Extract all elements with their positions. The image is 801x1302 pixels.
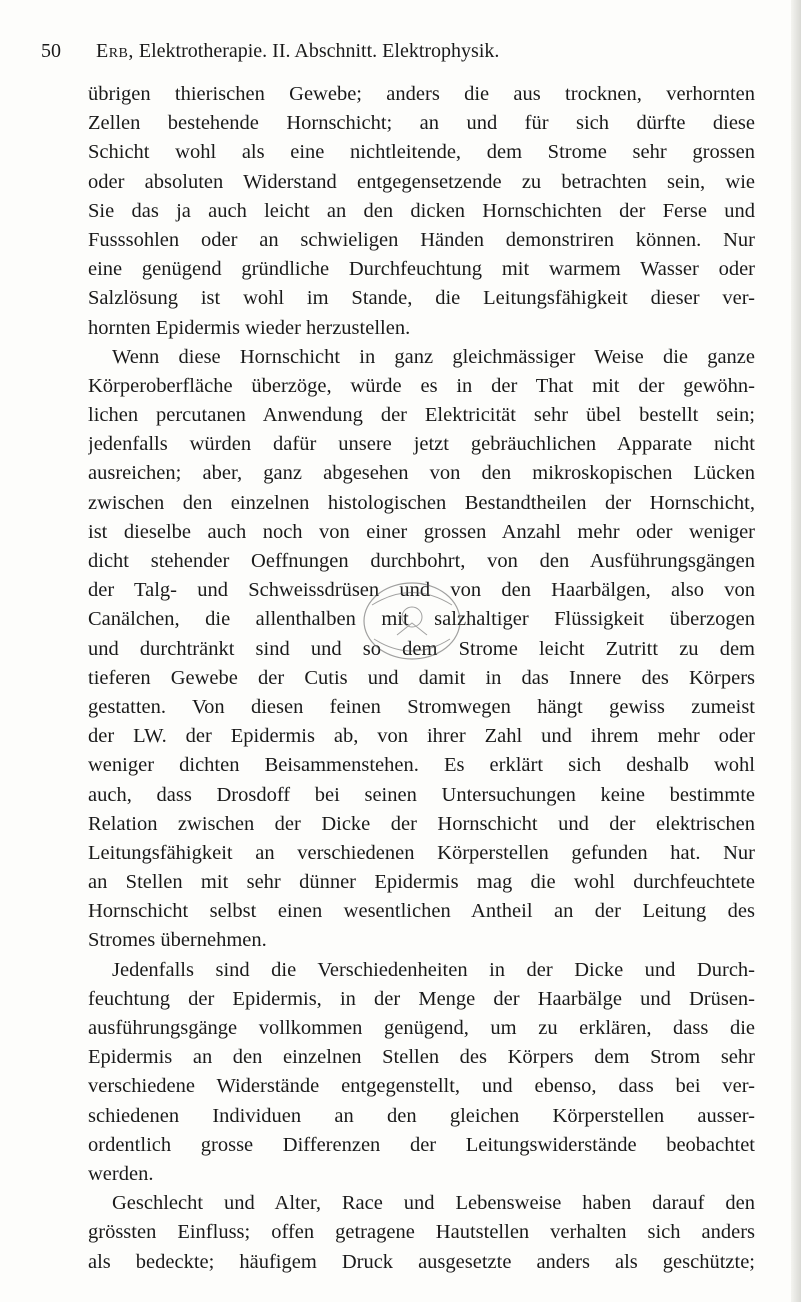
text-line: als bedeckte; häufigem Druck ausgesetzte anders als geschützte; (88, 1250, 755, 1273)
body-text (88, 80, 755, 1277)
text-line: Geschlecht und Alter, Race und Lebensweise haben darauf den (112, 1192, 755, 1215)
text-line: zwischen den einzelnen histologischen Bestandtheilen der Hornschicht, (88, 491, 755, 514)
text-line: verschiedene Widerstände entgegenstellt, und ebenso, dass bei ver- (88, 1075, 755, 1098)
text-line: jedenfalls würden dafür unsere jetzt gebräuchlichen Apparate nicht (88, 433, 755, 456)
text-line: Wenn diese Hornschicht in ganz gleichmässiger Weise die ganze (112, 345, 755, 368)
text-line: Relation zwischen der Dicke der Hornschicht und der elektrischen (88, 812, 755, 835)
text-line: Stromes übernehmen. (88, 929, 267, 952)
text-line: der Talg- und Schweissdrüsen und von den Haarbälgen, also von (88, 579, 755, 602)
text-line: lichen percutanen Anwendung der Elektricität sehr übel bestellt sein; (88, 404, 755, 427)
page-number: 50 (41, 40, 61, 62)
text-line: feuchtung der Epidermis, in der Menge der Haarbälge und Drüsen- (88, 987, 755, 1010)
text-line: Sie das ja auch leicht an den dicken Hornschichten der Ferse und (88, 199, 755, 222)
text-line: Jedenfalls sind die Verschiedenheiten in der Dicke und Durch- (112, 958, 755, 981)
text-line: Schicht wohl als eine nichtleitende, dem Strome sehr grossen (88, 141, 755, 164)
text-line: oder absoluten Widerstand entgegensetzende zu betrachten sein, wie (88, 170, 755, 193)
text-line: gestatten. Von diesen feinen Stromwegen hängt gewiss zumeist (88, 695, 755, 718)
page-edge-shadow (791, 0, 801, 1302)
running-header (41, 38, 741, 64)
text-line: und durchtränkt sind und so dem Strome leicht Zutritt zu dem (88, 637, 755, 660)
text-line: hornten Epidermis wieder herzustellen. (88, 316, 411, 339)
text-line: Epidermis an den einzelnen Stellen des Körpers dem Strom sehr (88, 1046, 755, 1069)
text-line: Körperoberfläche überzöge, würde es in der That mit der gewöhn- (88, 374, 755, 397)
text-line: eine genügend gründliche Durchfeuchtung mit warmem Wasser oder (88, 258, 755, 281)
text-line: an Stellen mit sehr dünner Epidermis mag die wohl durchfeuchtete (88, 871, 755, 894)
text-line: ausführungsgänge vollkommen genügend, um zu erklären, dass die (88, 1017, 755, 1039)
text-line: auch, dass Drosdoff bei seinen Untersuchungen keine bestimmte (88, 783, 755, 806)
text-line: Leitungsfähigkeit an verschiedenen Körperstellen gefunden hat. Nur (88, 841, 755, 864)
text-line: Fusssohlen oder an schwieligen Händen demonstriren können. Nur (88, 228, 755, 251)
text-line: ausreichen; aber, ganz abgesehen von den mikroskopischen Lücken (88, 462, 755, 485)
text-line: werden. (88, 1162, 154, 1185)
text-line: ist dieselbe auch noch von einer grossen Anzahl mehr oder weniger (88, 520, 755, 543)
text-line: übrigen thierischen Gewebe; anders die aus trocknen, verhornten (88, 83, 755, 105)
text-line: Hornschicht selbst einen wesentlichen Antheil an der Leitung des (88, 900, 755, 923)
text-line: Salzlösung ist wohl im Stande, die Leitungsfähigkeit dieser ver- (88, 287, 755, 310)
text-line: Canälchen, die allenthalben mit salzhaltiger Flüssigkeit überzogen (88, 608, 755, 631)
header-title: Elektrotherapie. II. Abschnitt. Elektrophysik. (138, 40, 500, 62)
header-author: Erb, (96, 40, 134, 62)
text-line: weniger dichten Beisammenstehen. Es erklärt sich deshalb wohl (88, 754, 755, 777)
text-line: schiedenen Individuen an den gleichen Körperstellen ausser- (88, 1104, 755, 1127)
text-line: dicht stehender Oeffnungen durchbohrt, von den Ausführungsgängen (88, 550, 755, 572)
text-line: tieferen Gewebe der Cutis und damit in das Innere des Körpers (88, 666, 755, 689)
text-line: Zellen bestehende Hornschicht; an und für sich dürfte diese (88, 112, 755, 135)
text-line: ordentlich grosse Differenzen der Leitungswiderstände beobachtet (88, 1133, 755, 1156)
text-line: grössten Einfluss; offen getragene Hautstellen verhalten sich anders (88, 1221, 755, 1244)
text-line: der LW. der Epidermis ab, von ihrer Zahl und ihrem mehr oder (88, 725, 755, 748)
